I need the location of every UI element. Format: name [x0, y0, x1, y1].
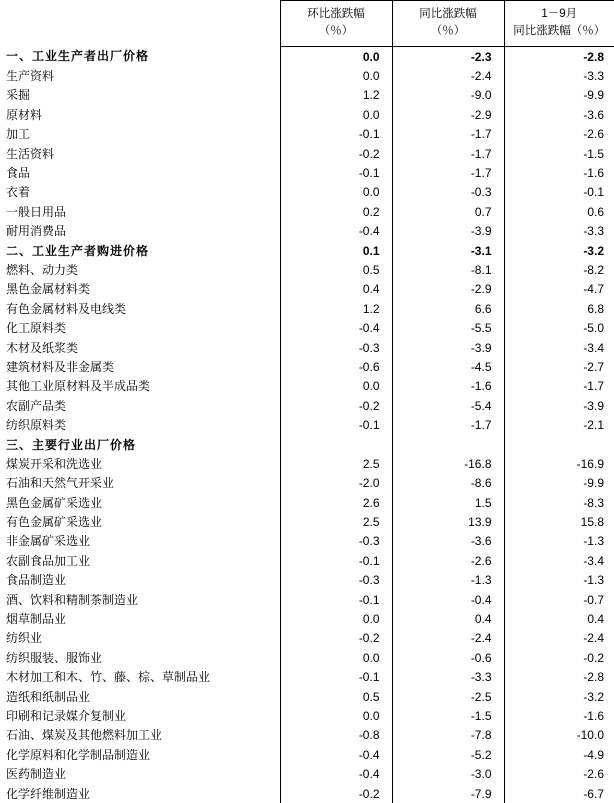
- row-value-mom: -0.8: [280, 726, 392, 745]
- row-value-yoy: 1.5: [392, 493, 504, 512]
- table-row: [0, 745, 614, 764]
- row-value-yoy: 13.9: [392, 512, 504, 531]
- row-value-ytd: -3.4: [504, 338, 614, 357]
- table-row: [0, 377, 614, 396]
- row-value-mom: [280, 435, 392, 454]
- row-value-mom: -0.3: [280, 338, 392, 357]
- row-value-yoy: -1.7: [392, 125, 504, 144]
- row-label: 燃料、动力类: [0, 260, 280, 279]
- row-value-yoy: -2.4: [392, 629, 504, 648]
- row-value-yoy: -1.5: [392, 706, 504, 725]
- table-row: [0, 66, 614, 85]
- row-label: 一般日用品: [0, 202, 280, 221]
- table-row: [0, 396, 614, 415]
- row-value-ytd: -3.2: [504, 241, 614, 260]
- row-label: 纺织原料类: [0, 415, 280, 434]
- table-row: [0, 532, 614, 551]
- row-label: 化工原料类: [0, 318, 280, 337]
- row-value-yoy: -8.1: [392, 260, 504, 279]
- table-row: [0, 629, 614, 648]
- header-ytd-line1: 1－9月: [509, 6, 611, 23]
- row-label: 二、工业生产者购进价格: [0, 241, 280, 260]
- row-value-yoy: 0.4: [392, 609, 504, 628]
- row-value-ytd: -16.9: [504, 454, 614, 473]
- table-row: [0, 551, 614, 570]
- row-value-yoy: -5.4: [392, 396, 504, 415]
- row-value-ytd: -4.7: [504, 280, 614, 299]
- table-row: [0, 726, 614, 745]
- row-label: 生产资料: [0, 66, 280, 85]
- row-value-mom: 0.5: [280, 687, 392, 706]
- row-value-ytd: -3.3: [504, 222, 614, 241]
- table-row: [0, 512, 614, 531]
- row-value-ytd: -3.6: [504, 105, 614, 124]
- row-value-yoy: -3.6: [392, 532, 504, 551]
- header-blank-cell: [0, 1, 280, 47]
- row-value-mom: -0.4: [280, 318, 392, 337]
- table-row: [0, 784, 614, 803]
- table-row: [0, 415, 614, 434]
- row-value-yoy: -4.5: [392, 357, 504, 376]
- header-yoy-line2: （％）: [397, 23, 500, 40]
- row-value-ytd: -0.2: [504, 648, 614, 667]
- row-label: 耐用消费品: [0, 222, 280, 241]
- table-row: [0, 105, 614, 124]
- row-value-ytd: -2.6: [504, 764, 614, 783]
- row-value-ytd: [504, 435, 614, 454]
- row-label: 医药制造业: [0, 764, 280, 783]
- table-header-row: [0, 1, 614, 47]
- header-mom-line1: 环比涨跌幅: [285, 6, 388, 23]
- row-label: 石油和天然气开采业: [0, 474, 280, 493]
- row-value-yoy: -0.6: [392, 648, 504, 667]
- row-label: 农副食品加工业: [0, 551, 280, 570]
- row-value-yoy: -8.6: [392, 474, 504, 493]
- table-row: [0, 474, 614, 493]
- row-value-yoy: -7.8: [392, 726, 504, 745]
- row-label: 食品: [0, 163, 280, 182]
- row-value-mom: -0.4: [280, 764, 392, 783]
- row-value-ytd: -2.1: [504, 415, 614, 434]
- row-value-mom: 0.2: [280, 202, 392, 221]
- row-value-yoy: -0.3: [392, 183, 504, 202]
- row-value-mom: 0.1: [280, 241, 392, 260]
- table-row: [0, 338, 614, 357]
- row-label: 纺织业: [0, 629, 280, 648]
- row-value-yoy: -2.4: [392, 66, 504, 85]
- row-value-ytd: -5.0: [504, 318, 614, 337]
- row-label: 酒、饮料和精制茶制造业: [0, 590, 280, 609]
- table-row: [0, 357, 614, 376]
- table-row: [0, 183, 614, 202]
- row-value-ytd: -3.9: [504, 396, 614, 415]
- row-value-yoy: -5.5: [392, 318, 504, 337]
- row-label: 木材加工和木、竹、藤、棕、草制品业: [0, 668, 280, 687]
- row-value-ytd: -10.0: [504, 726, 614, 745]
- row-label: 食品制造业: [0, 571, 280, 590]
- row-label: 黑色金属材料类: [0, 280, 280, 299]
- table-row: [0, 241, 614, 260]
- table-row: [0, 590, 614, 609]
- row-value-mom: -0.2: [280, 629, 392, 648]
- table-row: [0, 571, 614, 590]
- row-value-ytd: -9.9: [504, 86, 614, 105]
- row-value-mom: 0.0: [280, 648, 392, 667]
- row-value-mom: -0.1: [280, 415, 392, 434]
- row-value-mom: 2.6: [280, 493, 392, 512]
- row-label: 化学原料和化学制品制造业: [0, 745, 280, 764]
- row-value-ytd: -1.7: [504, 377, 614, 396]
- row-value-yoy: -2.6: [392, 551, 504, 570]
- row-value-ytd: -2.8: [504, 47, 614, 67]
- row-value-mom: -0.6: [280, 357, 392, 376]
- row-value-yoy: -16.8: [392, 454, 504, 473]
- header-year-on-year: [392, 1, 504, 47]
- row-value-ytd: 0.6: [504, 202, 614, 221]
- row-value-yoy: -0.4: [392, 590, 504, 609]
- row-value-yoy: -2.3: [392, 47, 504, 67]
- row-value-ytd: -2.6: [504, 125, 614, 144]
- row-value-ytd: -3.3: [504, 66, 614, 85]
- row-value-yoy: -1.3: [392, 571, 504, 590]
- row-label: 纺织服装、服饰业: [0, 648, 280, 667]
- row-value-mom: -0.1: [280, 668, 392, 687]
- row-value-yoy: -3.3: [392, 668, 504, 687]
- row-label: 造纸和纸制品业: [0, 687, 280, 706]
- row-value-ytd: -0.1: [504, 183, 614, 202]
- row-value-mom: -0.4: [280, 222, 392, 241]
- table-row: [0, 493, 614, 512]
- row-label: 木材及纸浆类: [0, 338, 280, 357]
- row-value-ytd: 15.8: [504, 512, 614, 531]
- row-value-mom: 1.2: [280, 299, 392, 318]
- table-row: [0, 648, 614, 667]
- row-value-mom: -0.1: [280, 163, 392, 182]
- row-value-yoy: -3.1: [392, 241, 504, 260]
- table-row: [0, 668, 614, 687]
- table-row: [0, 47, 614, 67]
- row-value-yoy: -5.2: [392, 745, 504, 764]
- table-row: [0, 609, 614, 628]
- row-value-ytd: -2.4: [504, 629, 614, 648]
- table-row: [0, 764, 614, 783]
- row-value-mom: 1.2: [280, 86, 392, 105]
- row-label: 化学纤维制造业: [0, 784, 280, 803]
- table-row: [0, 280, 614, 299]
- row-value-ytd: -0.7: [504, 590, 614, 609]
- header-month-on-month: [280, 1, 392, 47]
- row-label: 黑色金属矿采选业: [0, 493, 280, 512]
- row-label: 非金属矿采选业: [0, 532, 280, 551]
- header-mom-line2: （％）: [285, 23, 388, 40]
- row-label: 建筑材料及非金属类: [0, 357, 280, 376]
- row-value-mom: -0.3: [280, 532, 392, 551]
- row-value-yoy: -3.9: [392, 338, 504, 357]
- row-value-ytd: -3.4: [504, 551, 614, 570]
- row-value-mom: -0.4: [280, 745, 392, 764]
- row-label: 有色金属材料及电线类: [0, 299, 280, 318]
- row-value-mom: 0.0: [280, 66, 392, 85]
- row-value-yoy: -2.9: [392, 105, 504, 124]
- row-label: 三、主要行业出厂价格: [0, 435, 280, 454]
- row-value-mom: 0.4: [280, 280, 392, 299]
- header-ytd-line2: 同比涨跌幅（％）: [509, 23, 611, 40]
- row-value-ytd: -2.7: [504, 357, 614, 376]
- row-value-yoy: -3.9: [392, 222, 504, 241]
- table-row: [0, 454, 614, 473]
- row-value-mom: -2.0: [280, 474, 392, 493]
- row-value-ytd: -1.5: [504, 144, 614, 163]
- row-label: 加工: [0, 125, 280, 144]
- table-row: [0, 202, 614, 221]
- row-value-yoy: -1.6: [392, 377, 504, 396]
- row-label: 衣着: [0, 183, 280, 202]
- row-value-ytd: -3.2: [504, 687, 614, 706]
- row-value-yoy: -1.7: [392, 163, 504, 182]
- row-value-mom: -0.2: [280, 396, 392, 415]
- row-value-mom: 0.0: [280, 377, 392, 396]
- row-value-mom: 0.0: [280, 183, 392, 202]
- row-value-yoy: 6.6: [392, 299, 504, 318]
- row-value-ytd: -1.6: [504, 163, 614, 182]
- table-row: [0, 260, 614, 279]
- table-row: [0, 687, 614, 706]
- table-row: [0, 222, 614, 241]
- row-value-mom: 2.5: [280, 454, 392, 473]
- table-row: [0, 318, 614, 337]
- row-value-mom: -0.3: [280, 571, 392, 590]
- row-value-mom: -0.2: [280, 144, 392, 163]
- row-value-yoy: -2.5: [392, 687, 504, 706]
- row-value-ytd: -1.3: [504, 571, 614, 590]
- row-value-ytd: -4.9: [504, 745, 614, 764]
- row-value-yoy: -3.0: [392, 764, 504, 783]
- row-label: 烟草制品业: [0, 609, 280, 628]
- row-value-mom: 0.0: [280, 609, 392, 628]
- table-row: [0, 163, 614, 182]
- row-value-ytd: -8.2: [504, 260, 614, 279]
- row-value-ytd: -6.7: [504, 784, 614, 803]
- row-value-mom: 0.5: [280, 260, 392, 279]
- row-value-ytd: 0.4: [504, 609, 614, 628]
- row-value-ytd: -8.3: [504, 493, 614, 512]
- row-value-mom: -0.1: [280, 551, 392, 570]
- table-body: [0, 47, 614, 803]
- row-value-mom: -0.2: [280, 784, 392, 803]
- row-value-mom: -0.1: [280, 125, 392, 144]
- row-value-ytd: 6.8: [504, 299, 614, 318]
- row-label: 石油、煤炭及其他燃料加工业: [0, 726, 280, 745]
- row-value-mom: 0.0: [280, 105, 392, 124]
- row-value-yoy: -7.9: [392, 784, 504, 803]
- row-label: 煤炭开采和洗选业: [0, 454, 280, 473]
- row-label: 一、工业生产者出厂价格: [0, 47, 280, 67]
- row-value-ytd: -2.8: [504, 668, 614, 687]
- row-value-ytd: -9.9: [504, 474, 614, 493]
- row-label: 原材料: [0, 105, 280, 124]
- header-year-to-date: [504, 1, 614, 47]
- table-row: [0, 125, 614, 144]
- row-value-mom: 0.0: [280, 47, 392, 67]
- row-value-yoy: -9.0: [392, 86, 504, 105]
- row-label: 采掘: [0, 86, 280, 105]
- row-value-yoy: -1.7: [392, 144, 504, 163]
- row-value-mom: 2.5: [280, 512, 392, 531]
- row-value-yoy: 0.7: [392, 202, 504, 221]
- row-label: 农副产品类: [0, 396, 280, 415]
- table-row: [0, 435, 614, 454]
- row-label: 其他工业原材料及半成品类: [0, 377, 280, 396]
- table-row: [0, 299, 614, 318]
- row-value-ytd: -1.6: [504, 706, 614, 725]
- header-yoy-line1: 同比涨跌幅: [397, 6, 500, 23]
- row-value-yoy: -2.9: [392, 280, 504, 299]
- row-label: 生活资料: [0, 144, 280, 163]
- table-row: [0, 86, 614, 105]
- row-value-yoy: [392, 435, 504, 454]
- table-row: [0, 706, 614, 725]
- table-row: [0, 144, 614, 163]
- row-value-mom: -0.1: [280, 590, 392, 609]
- row-value-ytd: -1.3: [504, 532, 614, 551]
- row-value-yoy: -1.7: [392, 415, 504, 434]
- row-label: 有色金属矿采选业: [0, 512, 280, 531]
- row-value-mom: 0.0: [280, 706, 392, 725]
- row-label: 印刷和记录媒介复制业: [0, 706, 280, 725]
- table-header: [0, 1, 614, 47]
